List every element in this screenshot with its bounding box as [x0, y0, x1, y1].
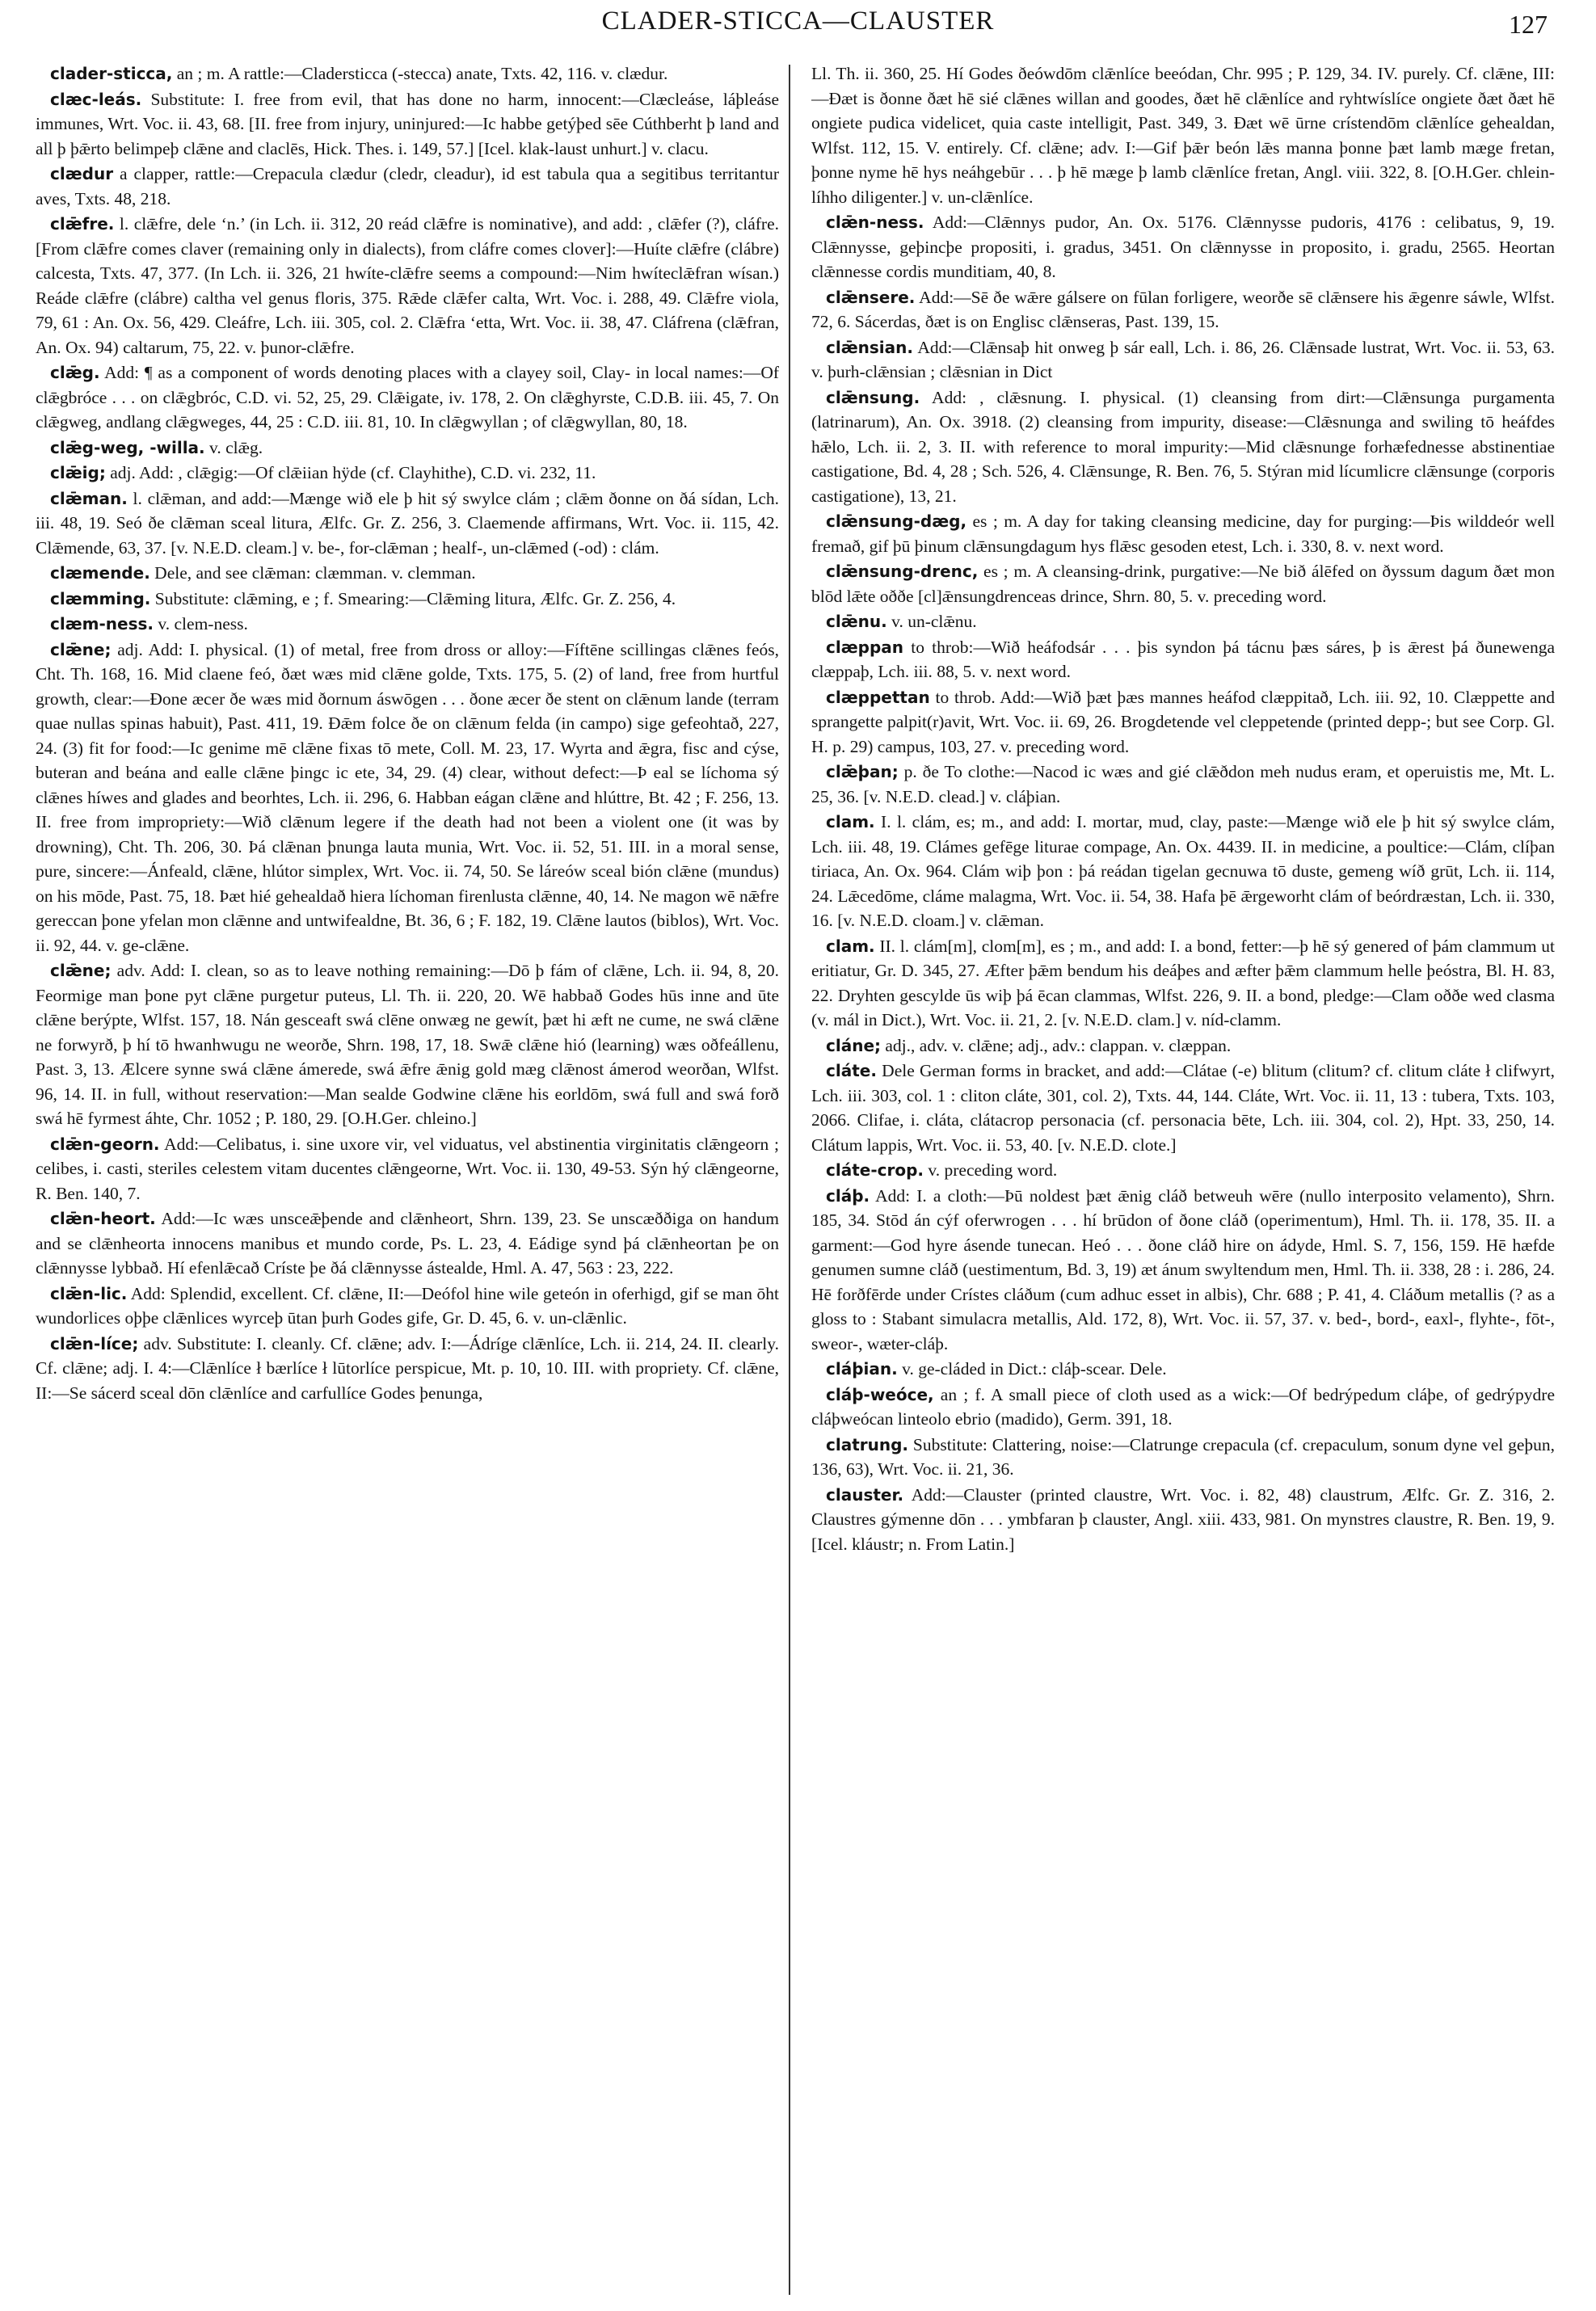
entry-text: Dele, and see clǣman: clæmman. v. clemman. — [149, 563, 476, 583]
entry-headword: clam. — [826, 936, 875, 956]
dictionary-entry — [36, 638, 779, 958]
entry-text: an ; f. A small piece of cloth used as a wick:—Of bedrýpedum cláþe, of gedrýpydre cláþweócan linteolo ebrio (madido), Germ. 391, 18. — [811, 1384, 1555, 1429]
dictionary-entry — [36, 486, 779, 561]
dictionary-entry — [36, 87, 779, 162]
dictionary-entry — [811, 385, 1555, 509]
dictionary-entry — [811, 335, 1555, 385]
dictionary-entry — [36, 212, 779, 360]
entry-headword: clǣn-georn. — [50, 1134, 160, 1154]
entry-text: Substitute: I. free from evil, that has done no harm, innocent:—Clæcleáse, láþleáse immunes, Wrt. Voc. ii. 43, 68. [II. free from injury, uninjured:—Ic habbe getýþed sēe Cúthberht þ land and all þ þǣrto belimpeþ clǣne and claclēs, Hick. Thes. i. 149, 57.] [Icel. klak-laust unhurt.] v. clacu. — [36, 89, 779, 158]
entry-text: Add: Splendid, excellent. Cf. clǣne, II:—Deófol hine wile geteón in oferhigd, gif se man ōht wundorlices oþþe clǣnlices wyrceþ ūtan þurh Godes gife, Gr. D. 45, 6. v. un-clǣnlic. — [36, 1283, 779, 1328]
entry-headword: cláþ-weóce, — [826, 1384, 934, 1404]
dictionary-entry — [811, 1483, 1555, 1557]
left-column — [36, 61, 779, 2292]
dictionary-entry — [36, 1132, 779, 1206]
dictionary-entry — [36, 1282, 779, 1331]
dictionary-entry — [36, 587, 779, 612]
dictionary-entry — [36, 612, 779, 637]
entry-text: adv. Add: I. clean, so as to leave nothing remaining:—Dō þ fám of clǣne, Lch. ii. 94, 8, 20. Feormige man þone pyt clǣne purgetur puteus, Ll. Th. ii. 220, 20. Wē habbað Godes hūs inne and ūte clǣne berýpte, Wlfst. 157, 18. Nán gesceaft swá clēne onwæg ne gewít, þæt hi æft ne cume, ne swá clǣne ne forwyrð, þ hí tō hwanhwugu ne weorðe, Shrn. 198, 17, 18. Swǣ clǣne hió (learning) wæs oðfeállenu, Past. 3, 13. Ælcere synne swá clǣne ámerede, swá ǣfre ǣnig gold mæg clǣnost ámerod weorðan, Wlfst. 96, 14. II. in full, without reservation:—Man sealde Godwine clǣne his eorldōm, swá full and swá forð swá hē fyrmest áhte, Chr. 1052 ; P. 180, 29. [O.H.Ger. chleino.] — [36, 961, 779, 1128]
entry-text: adj. Add: I. physical. (1) of metal, free from dross or alloy:—Fíftēne scillingas clǣnes feós, Cht. Th. 168, 16. Mid claene feó, ðæt wæs mid clǣne golde, Txts. 175, 5. (2) of land, free from hurtful growth, clear:—Ðone æcer ðe wæs mid ðornum áswōgen . . . ðone æcer ðe stent on clǣnum lande (terram quae nullas spinas habuit), Past. 411, 19. Ðǣm folce ðe on clǣnum felda (in campo) sige gefeohtað, 227, 24. (3) fit for food:—Ic genime mē clǣne fixas tō mete, Coll. M. 23, 17. Wyrta and ǣgra, fisc and cýse, buteran and beána and ealle clǣne þingc ic ete, 34, 29. (4) clear, without defect:—Þ eal se líchoma sý clǣnes híwes and glades and beorhtes, Lch. ii. 296, 6. Habban eágan clǣne and hlúttre, Bt. 42 ; F. 256, 13. II. free from impropriety:—Wið clǣnum legere if the death had not been a violent one (it was by drowning), Cht. Th. 206, 30. Þá clǣnan þnunga lauta munia, Wrt. Voc. ii. 52, 51. III. in a moral sense, pure, sincere:—Ánfeald, clǣne, hlútor simplex, Wrt. Voc. ii. 74, 50. Se láreów sceal bión clǣne (mundus) on his mōde, Past. 75, 18. Þæt hié gehealdað hiera líchoman firenlusta clǣnne, 40, 14. Ne magon wē nǣfre gereccan þone yfelan mon clǣnne and untwifealdne, Bt. 36, 6 ; F. 182, 19. Clǣne lautos (biblos), Wrt. Voc. ii. 92, 44. v. ge-clǣne. — [36, 639, 779, 955]
entry-text: v. ge-cláded in Dict.: cláþ-scear. Dele. — [897, 1359, 1167, 1379]
entry-headword: clǣnsung. — [826, 387, 920, 407]
entry-text: I. l. clám, es; m., and add: I. mortar, mud, clay, paste:—Mænge wið ele þ hit sý swylce clám, Lch. iii. 48, 19. Clámes gefēge liturae compage, An. Ox. 4439. II. in medicine, a poultice:—Clám, clíþan tiriaca, An. Ox. 964. Clám wiþ þon : þá reádan tigelan gecnuwa tō duste, gemeng wíð grūt, Lch. ii. 114, 24. Lǣcedōme, cláme malagma, Wrt. Voc. ii. 54, 38. Hafa þē ǣrgeworht clám of beórdræstan, Lch. ii. 330, 16. [v. N.E.D. cloam.] v. clǣman. — [811, 812, 1555, 930]
entry-text: Dele German forms in bracket, and add:—Clátae (-e) blitum (clitum? cf. clitum cláte ł clifwyrt, Lch. iii. 303, col. 1 : cliton cláte, 301, col. 2), Txts. 44, 144. Cláte, Wrt. Voc. ii. 11, 13 : tubera, Txts. 103, 2066. Clifae, i. cláta, clátacrop personacia (cf. personacia bēte, Lch. iii. 304, col. 2), Hpt. 33, 250, 14. Clátum lappis, Wrt. Voc. ii. 53, 40. [v. N.E.D. clote.] — [811, 1061, 1555, 1155]
entry-headword: cláþian. — [826, 1359, 898, 1379]
entry-text: l. clǣfre, dele ‘n.’ (in Lch. ii. 312, 20 reád clǣfre is nominative), and add: , clǣfer (?), cláfre. [From clǣfre comes claver (remaining only in dialects), from cláfre comes clover]:—Huíte clǣfre (clábre) calcesta, Txts. 47, 377. (In Lch. ii. 326, 21 hwíte-clǣfre seems a compound:—Nim hwíteclǣfran wísan.) Reáde clǣfre (clábre) caltha vel genus floris, 375. Rǣde clǣfer calta, Wrt. Voc. i. 288, 49. Clǣfre viola, 79, 61 : An. Ox. 56, 429. Cleáfre, Lch. iii. 305, col. 2. Clǣfra ‘etta, Wrt. Voc. ii. 38, 47. Cláfrena (clǣfran, An. Ox. 94) caltarum, 75, 22. v. þunor-clǣfre. — [36, 214, 779, 357]
entry-text: Add:—Celibatus, i. sine uxore vir, vel viduatus, vel abstinentia virginitatis clǣngeorn ; celibes, i. casti, steriles celestem vitam ducentes clǣngeorne, Wrt. Voc. ii. 130, 49-53. Sýn hý clǣngeorne, R. Ben. 140, 7. — [36, 1134, 779, 1203]
entry-headword: clǣnsung-drenc, — [826, 562, 979, 581]
entry-headword: clædur — [50, 164, 114, 183]
entry-headword: clauster. — [826, 1484, 904, 1505]
dictionary-entry — [811, 1059, 1555, 1157]
dictionary-entry — [36, 461, 779, 486]
entry-headword: clæppettan — [826, 687, 930, 707]
entry-text: Substitute: clǣming, e ; f. Smearing:—Clǣming litura, Ælfc. Gr. Z. 256, 4. — [150, 588, 676, 608]
entry-headword: cláþ. — [826, 1185, 870, 1206]
entry-text: adj., adv. v. clǣne; adj., adv.: clappan. v. clæppan. — [881, 1035, 1232, 1055]
entry-headword: clǣþan; — [826, 762, 899, 781]
running-head: CLADER-STICCA—CLAUSTER — [601, 6, 995, 36]
dictionary-entry — [36, 61, 779, 86]
column-divider — [789, 65, 790, 2295]
entry-text: a clapper, rattle:—Crepacula clædur (cledr, cleadur), id est tabula qua a segitibus territantur aves, Txts. 48, 218. — [36, 164, 779, 208]
entry-text: Add: , clǣsnung. I. physical. (1) cleansing from dirt:—Clǣnsunga purgamenta (latrinarum), An. Ox. 3918. (2) cleansing from impurity, disease:—Clǣsnunga and swiling tō heáfdes hǣlo, Lch. ii. 2, 3. II. with reference to moral impurity:—Mid clǣsnunge forhæfednesse abstinentiae castigatione, Bd. 4, 28 ; Sch. 526, 4. Clǣnsunge, R. Ben. 76, 5. Stýran mid lícumlicre clǣnsunge (corporis castigatione), 13, 21. — [811, 387, 1555, 506]
page-number: 127 — [1509, 10, 1548, 39]
entry-headword: clǣnu. — [826, 612, 887, 631]
entry-text: Add:—Clauster (printed claustre, Wrt. Voc. i. 82, 48) claustrum, Ælfc. Gr. Z. 316, 2. Claustres gýmenne dōn . . . ymbfaran þ clauster, Angl. xiii. 433, 981. On mynstres claustre, R. Ben. 19, 9. [Icel. kláustr; n. From Latin.] — [811, 1484, 1555, 1554]
dictionary-entry — [811, 61, 1555, 209]
entry-text: an ; m. A rattle:—Cladersticca (-stecca) anate, Txts. 42, 116. v. clædur. — [172, 64, 668, 83]
entry-text: es ; m. A day for taking cleansing medicine, day for purging:—Þis wilddeór well fremað, gif þū þinum clǣnsungdagum hys flǣsc gesoden etest, Lch. i. 330, 8. v. next word. — [811, 511, 1555, 556]
entry-headword: clǣn-lic. — [50, 1283, 128, 1303]
entry-text: Add:—Sē ðe wǣre gálsere on fūlan forligere, weorðe sē clǣnsere his ǣgenre sáwle, Wlfst. 72, 6. Sácerdas, ðæt is on Englisc clǣnseras, Past. 139, 15. — [811, 287, 1555, 331]
dictionary-entry — [36, 958, 779, 1131]
entry-text: Substitute: Clattering, noise:—Clatrunge crepacula (cf. crepaculum, sonum dyne vel geþun, 136, 63), Wrt. Voc. ii. 21, 36. — [811, 1434, 1555, 1479]
entry-headword: clǣig; — [50, 463, 106, 482]
entry-text: Add:—Ic wæs unsceǣþende and clǣnheort, Shrn. 139, 23. Se unscæððiga on handum and se clǣnheorta innocens manibus et mundo corde, Ps. L. 23, 4. Eádige synd þá clǣnheortan þe on clǣnnysse lybbað. Hí efenlǣcað Críste þe ðá clǣnnysse ástealde, Hml. A. 47, 563 : 23, 222. — [36, 1209, 779, 1278]
entry-text: Add: I. a cloth:—Þū noldest þæt ǣnig cláð betweuh wēre (nullo interposito velamento), Shrn. 185, 34. Stōd án cýf oferwrogen . . . hí brūdon of ðone cláð (operimentum), Hml. Th. ii. 178, 35. II. a garment:—God hyre ásende tunecan. Heó . . . ðone cláð hire on ádyde, Hml. S. 7, 156, 159. Hē hæfde genumen sumne cláð (uestimentum, Bd. 3, 19) æt ánum swyltendum men, Hml. Th. ii. 338, 28 : i. 286, 24. Hē forðfērde under Crístes cláðum (cum adhuc esset in albis), Chr. 688 ; P. 41, 4. Cláðum metallis (? as a gloss to : Stabant simulacra metallis, Ald. 172, 8), Wrt. Voc. ii. 57, 37. v. bed-, bord-, eaxl-, flyhte-, fōt-, sweor-, wæter-cláþ. — [811, 1185, 1555, 1353]
entry-headword: clǣnsung-dæg, — [826, 511, 967, 531]
dictionary-entry — [811, 509, 1555, 558]
entry-text: adv. Substitute: I. cleanly. Cf. clǣne; adv. I:—Ádríge clǣnlíce, Lch. ii. 214, 24. II. clearly. Cf. clǣne; adj. I. 4:—Clǣnlíce ł bærlíce ł lūtorlíce perspicue, Mt. p. 10, 10. III. with propriety. Cf. clǣne, II:—Se sácerd sceal dōn clǣnlíce and carfullíce Godes þenunga, — [36, 1333, 779, 1403]
entry-text: v. un-clǣnu. — [886, 612, 977, 631]
dictionary-entry — [811, 1158, 1555, 1183]
entry-text: v. preceding word. — [924, 1160, 1058, 1180]
dictionary-entry — [36, 436, 779, 461]
entry-headword: clader-sticca, — [50, 64, 173, 83]
dictionary-entry — [811, 210, 1555, 284]
dictionary-entry — [811, 609, 1555, 634]
dictionary-entry — [36, 561, 779, 586]
dictionary-entry — [811, 1383, 1555, 1432]
entry-headword: clæm-ness. — [50, 614, 154, 634]
entry-headword: clæmming. — [50, 588, 151, 608]
entry-text: to throb. Add:—Wið þæt þæs mannes heáfod clæppitað, Lch. iii. 92, 10. Clæppette and sprangette palpit(r)avit, Wrt. Voc. ii. 69, 26. Brogdetende vel cleppetende (printed depp-; but see Corp. Gl. H. p. 29) campus, 103, 27. v. preceding word. — [811, 687, 1555, 756]
entry-text: es ; m. A cleansing-drink, purgative:—Ne bið álēfed on ðyssum dagum ðæt mon blōd lǣte oððe [cl]ǣnsungdrenceas drince, Shrn. 80, 5. v. preceding word. — [811, 562, 1555, 606]
dictionary-entry — [811, 760, 1555, 809]
entry-headword: clǣnsere. — [826, 287, 916, 307]
dictionary-entry — [811, 810, 1555, 933]
entry-headword: clǣg-weg, -willa. — [50, 437, 205, 457]
dictionary-entry — [36, 1332, 779, 1406]
entry-headword: clæc-leás. — [50, 89, 142, 109]
entry-text: l. clǣman, and add:—Mænge wið ele þ hit sý swylce clám ; clǣm ðonne on ðá sídan, Lch. iii. 48, 19. Seó ðe clǣman sceal litura, Ælfc. Gr. Z. 256, 3. Claemende affirmans, Wrt. Voc. ii. 115, 42. Clǣmende, 63, 37. [v. N.E.D. cleam.] v. be-, for-clǣman ; healf-, un-clǣmed (-od) : clám. — [36, 488, 779, 558]
entry-text: p. ðe To clothe:—Nacod ic wæs and gié clǣðdon meh nudus eram, et operuistis me, Mt. L. 25, 36. [v. N.E.D. clead.] v. cláþian. — [811, 762, 1555, 806]
entry-text: v. clem-ness. — [154, 614, 248, 634]
entry-text: Add: ¶ as a component of words denoting places with a clayey soil, Clay- in local names:—Of clǣgbróce . . . on clǣgbróc, C.D. vi. 52, 25, 29. Clǣigate, iv. 178, 2. On clǣghyrste, C.D.B. iii. 45, 7. On clǣgweg, andlang clǣgweges, 44, 25 : C.D. iii. 81, 10. In clǣgwyllan ; of clǣgwyllan, 80, 18. — [36, 363, 779, 431]
entry-headword: clǣn-líce; — [50, 1333, 139, 1353]
entry-headword: clǣman. — [50, 488, 128, 508]
entry-headword: clæppan — [826, 637, 904, 657]
entry-headword: clam. — [826, 812, 875, 831]
dictionary-entry — [36, 1206, 779, 1281]
entry-headword: cláne; — [826, 1035, 882, 1055]
right-column — [811, 61, 1555, 2292]
entry-text: to throb:—Wið heáfodsár . . . þis syndon þá tácnu þæs sáres, þ is ǣrest þá ðunewenga clæppaþ, Lch. iii. 88, 5. v. next word. — [811, 637, 1555, 681]
page-header — [0, 0, 1596, 48]
entry-headword: clǣn-ness. — [826, 213, 924, 232]
dictionary-entry — [811, 285, 1555, 335]
entry-headword: clæmende. — [50, 563, 150, 583]
dictionary-entry — [811, 1357, 1555, 1382]
entry-headword: clǣne; — [50, 961, 112, 980]
entry-text: v. clǣg. — [204, 437, 263, 457]
entry-headword: clǣfre. — [50, 214, 115, 234]
dictionary-entry — [811, 635, 1555, 684]
entry-text: adj. Add: , clǣgig:—Of clǣiian hÿde (cf. Clayhithe), C.D. vi. 232, 11. — [105, 463, 596, 482]
entry-headword: clatrung. — [826, 1434, 909, 1454]
entry-text: Ll. Th. ii. 360, 25. Hí Godes ðeówdōm clǣnlíce beeódan, Chr. 995 ; P. 129, 34. IV. purely. Cf. clǣne, III:—Ðæt is ðonne ðæt hē sié clǣnes willan and goodes, ðæt hē clǣnlíce and ryhtwíslíce ongiete ðæt ðæt hē ongiete pudica videlicet, quia caste intelligit, Past. 349, 3. Ðæt wē ūrne crístendōm clǣnlíce gehealdan, Wlfst. 112, 15. V. entirely. Cf. clǣne; adv. I:—Gif þǣr beón lǣs manna þonne þæt lamb mæge fretan, þonne nyme hē hys neáhgebūr . . . þ hē mæge þ lamb clǣnlíce fretan, Angl. viii. 322, 8. [O.H.Ger. chlein-líhho diligenter.] v. un-clǣnlíce. — [811, 64, 1555, 207]
entry-text: Add:—Clǣnsaþ hit onweg þ sár eall, Lch. i. 86, 26. Clǣnsade lustrat, Wrt. Voc. ii. 53, 63. v. þurh-clǣnsian ; clǣsnian in Dict — [811, 337, 1555, 381]
dictionary-entry — [811, 1033, 1555, 1059]
dictionary-entry — [36, 162, 779, 211]
entry-headword: clǣg. — [50, 363, 100, 382]
entry-text: Add:—Clǣnnys pudor, An. Ox. 5176. Clǣnnysse pudoris, 4176 : celibatus, 9, 19. Clǣnnysse, geþincþe propositi, i. gradus, 3451. On clǣnnysse in proposito, i. gradu, 2565. Heortan clǣnnesse cordis munditiam, 40, 8. — [811, 213, 1555, 281]
dictionary-entry — [811, 1433, 1555, 1482]
dictionary-entry — [811, 685, 1555, 760]
entry-headword: clǣne; — [50, 639, 112, 659]
entry-headword: cláte-crop. — [826, 1160, 924, 1180]
dictionary-entry — [811, 559, 1555, 608]
entry-text: II. l. clám[m], clom[m], es ; m., and add: I. a bond, fetter:—þ hē sý genered of þám clammum ut eritiatur, Gr. D. 345, 27. Æfter þǣm bendum his deáþes and æfter þǣm clammum helle þeóstra, Bl. H. 83, 22. Dryhten gescylde ūs wiþ þá ēcan clammas, Wlfst. 226, 9. II. a bond, pledge:—Clam oððe wed clasma (v. mál in Dict.), Wrt. Voc. ii. 21, 2. [v. N.E.D. clam.] v. níd-clamm. — [811, 936, 1555, 1029]
entry-headword: cláte. — [826, 1061, 877, 1080]
dictionary-entry — [811, 934, 1555, 1033]
dictionary-entry — [811, 1184, 1555, 1357]
entry-headword: clǣn-heort. — [50, 1209, 156, 1228]
entry-headword: clǣnsian. — [826, 337, 913, 357]
dictionary-entry — [36, 360, 779, 435]
